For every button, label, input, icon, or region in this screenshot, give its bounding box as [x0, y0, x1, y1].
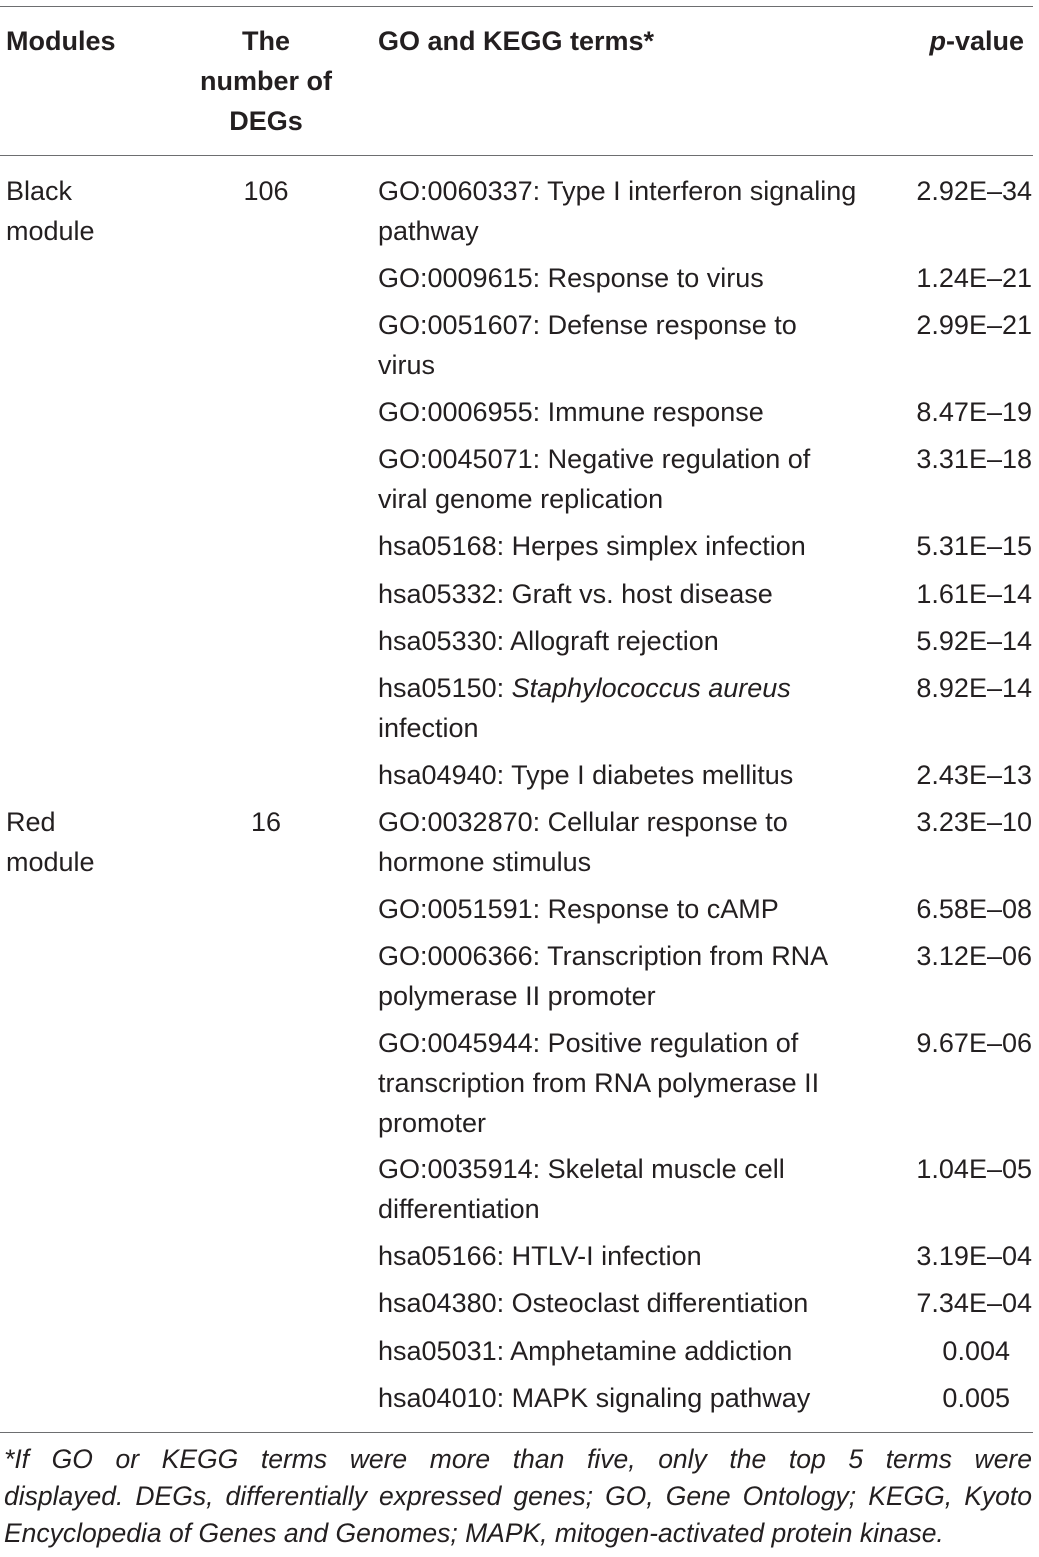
black-term-5-line1: GO:0045071: Negative regulation of	[378, 444, 811, 474]
red-term-5-line2: differentiation	[378, 1194, 540, 1224]
black-term-9-line2: infection	[378, 713, 479, 743]
footnote-line3: Encyclopedia of Genes and Genomes; MAPK, mitogen-activated protein kinase.	[4, 1518, 944, 1548]
black-term-10-line1: hsa04940: Type I diabetes mellitus	[378, 760, 794, 790]
red-pvalue-8: 0.004	[942, 1336, 1010, 1366]
header-modules: Modules	[6, 26, 116, 56]
red-pvalue-1: 3.23E–10	[916, 807, 1032, 837]
black-term-2-line1: GO:0009615: Response to virus	[378, 263, 764, 293]
header-pvalue-rest: -value	[945, 26, 1024, 56]
black-pvalue-7: 1.61E–14	[916, 579, 1032, 609]
black-pvalue-8: 5.92E–14	[916, 626, 1032, 656]
black-term-8-line1: hsa05330: Allograft rejection	[378, 626, 719, 656]
red-term-3-line2: polymerase II promoter	[378, 981, 656, 1011]
red-term-3-line1: GO:0006366: Transcription from RNA	[378, 941, 829, 971]
red-pvalue-2: 6.58E–08	[916, 894, 1032, 924]
black-term-9-italic: Staphylococcus aureus	[511, 673, 791, 703]
black-term-6-line1: hsa05168: Herpes simplex infection	[378, 531, 806, 561]
black-term-3-line2: virus	[378, 350, 436, 380]
red-pvalue-6: 3.19E–04	[916, 1241, 1032, 1271]
black-term-9-prefix: hsa05150:	[378, 673, 512, 703]
bottom-rule	[0, 1432, 1033, 1433]
red-term-4-line1: GO:0045944: Positive regulation of	[378, 1028, 799, 1058]
red-pvalue-3: 3.12E–06	[916, 941, 1032, 971]
red-pvalue-9: 0.005	[942, 1383, 1010, 1413]
black-module-count: 106	[243, 176, 289, 206]
red-term-2-line1: GO:0051591: Response to cAMP	[378, 894, 779, 924]
black-term-5-line2: viral genome replication	[378, 484, 664, 514]
black-term-3-line1: GO:0051607: Defense response to	[378, 310, 797, 340]
red-term-1-line1: GO:0032870: Cellular response to	[378, 807, 788, 837]
black-pvalue-2: 1.24E–21	[916, 263, 1032, 293]
red-pvalue-5: 1.04E–05	[916, 1154, 1032, 1184]
black-pvalue-4: 8.47E–19	[916, 397, 1032, 427]
black-pvalue-10: 2.43E–13	[916, 760, 1032, 790]
black-module-label-line2: module	[6, 216, 95, 246]
red-term-8-line1: hsa05031: Amphetamine addiction	[378, 1336, 793, 1366]
black-term-9-line1	[378, 668, 791, 708]
black-pvalue-6: 5.31E–15	[916, 531, 1032, 561]
red-module-label-line2: module	[6, 847, 95, 877]
red-term-9-line1: hsa04010: MAPK signaling pathway	[378, 1383, 811, 1413]
black-pvalue-5: 3.31E–18	[916, 444, 1032, 474]
top-rule	[0, 6, 1033, 7]
red-term-1-line2: hormone stimulus	[378, 847, 592, 877]
footnote-line2: displayed. DEGs, differentially expressed genes; GO, Gene Ontology; KEGG, Kyoto	[4, 1481, 1032, 1511]
black-term-1-line2: pathway	[378, 216, 479, 246]
header-number-line3: DEGs	[229, 106, 303, 136]
red-term-7-line1: hsa04380: Osteoclast differentiation	[378, 1288, 809, 1318]
table-footnote	[4, 1441, 1032, 1552]
red-term-4-line2: transcription from RNA polymerase II	[378, 1068, 820, 1098]
red-term-5-line1: GO:0035914: Skeletal muscle cell	[378, 1154, 785, 1184]
header-number-line2: number of	[200, 66, 332, 96]
header-pvalue	[860, 21, 1024, 61]
red-module-label-line1: Red	[6, 807, 56, 837]
header-rule	[0, 155, 1033, 156]
red-pvalue-7: 7.34E–04	[916, 1288, 1032, 1318]
black-pvalue-3: 2.99E–21	[916, 310, 1032, 340]
black-term-7-line1: hsa05332: Graft vs. host disease	[378, 579, 773, 609]
header-pvalue-italic: p	[929, 26, 946, 56]
header-terms: GO and KEGG terms*	[378, 26, 655, 56]
black-module-label-line1: Black	[6, 176, 73, 206]
black-term-4-line1: GO:0006955: Immune response	[378, 397, 764, 427]
black-pvalue-1: 2.92E–34	[916, 176, 1032, 206]
black-pvalue-9: 8.92E–14	[916, 673, 1032, 703]
footnote-line1: *If GO or KEGG terms were more than five, only the top 5 terms were	[4, 1444, 1032, 1474]
header-number-line1: The	[241, 26, 290, 56]
red-pvalue-4: 9.67E–06	[916, 1028, 1032, 1058]
red-term-6-line1: hsa05166: HTLV-I infection	[378, 1241, 702, 1271]
black-term-1-line1: GO:0060337: Type I interferon signaling	[378, 176, 857, 206]
red-module-count: 16	[250, 807, 282, 837]
red-term-4-line3: promoter	[378, 1108, 487, 1138]
